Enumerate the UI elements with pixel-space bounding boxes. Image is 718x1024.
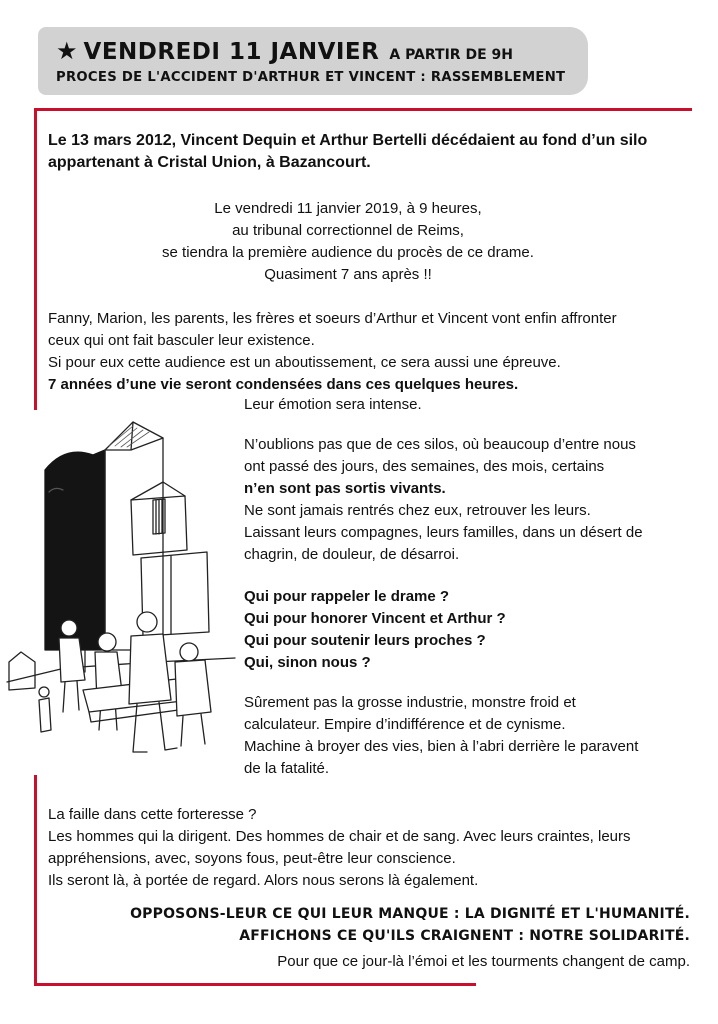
paragraph-line: calculateur. Empire d’indifférence et de cynisme. bbox=[244, 716, 566, 733]
star-icon: ★ bbox=[56, 38, 78, 65]
banner-subtitle: PROCES DE L'ACCIDENT D'ARTHUR ET VINCENT : RASSEMBLEMENT bbox=[56, 70, 566, 85]
emotion-line bbox=[244, 394, 422, 416]
paragraph-line: Ils seront là, à portée de regard. Alors nous serons là également. bbox=[48, 872, 479, 889]
announcement-line: Le vendredi 11 janvier 2019, à 9 heures, bbox=[214, 200, 482, 217]
paragraph-line: appréhensions, avec, soyons fous, peut-être leur conscience. bbox=[48, 850, 456, 867]
questions-list bbox=[244, 586, 506, 674]
industry-paragraph bbox=[244, 692, 638, 780]
announcement-block bbox=[48, 198, 648, 286]
bottom-red-bar bbox=[34, 775, 37, 985]
question-line: Qui, sinon nous ? bbox=[244, 654, 371, 671]
banner-title-line bbox=[56, 37, 513, 66]
silo-funeral-illustration bbox=[5, 400, 237, 765]
closing-line: Pour que ce jour-là l’émoi et les tourments changent de camp. bbox=[277, 953, 690, 970]
paragraph-line: Les hommes qui la dirigent. Des hommes de chair et de sang. Avec leurs craintes, leurs bbox=[48, 828, 631, 845]
paragraph-line: de la fatalité. bbox=[244, 760, 330, 777]
event-date: VENDREDI 11 JANVIER bbox=[83, 39, 380, 65]
paragraph-line: chagrin, de douleur, de désarroi. bbox=[244, 546, 460, 563]
intro-paragraph: Le 13 mars 2012, Vincent Dequin et Arthur Bertelli décédaient au fond d’un silo appartenant à Cristal Union, à Bazancourt. bbox=[48, 132, 648, 171]
bottom-red-rule bbox=[34, 983, 476, 986]
slogans bbox=[130, 903, 690, 947]
announcement-line: au tribunal correctionnel de Reims, bbox=[232, 222, 464, 239]
question-line: Qui pour honorer Vincent et Arthur ? bbox=[244, 610, 506, 627]
top-red-bar bbox=[34, 108, 37, 410]
paragraph-line: La faille dans cette forteresse ? bbox=[48, 806, 257, 823]
paragraph-line: Laissant leurs compagnes, leurs familles, dans un désert de bbox=[244, 524, 643, 541]
event-time: A PARTIR DE 9H bbox=[389, 47, 513, 63]
paragraph-line: Machine à broyer des vies, bien à l’abri derrière le paravent bbox=[244, 738, 639, 755]
paragraph-line: Sûrement pas la grosse industrie, monstre froid et bbox=[244, 694, 576, 711]
question-line: Qui pour rappeler le drame ? bbox=[244, 588, 450, 605]
family-paragraph bbox=[48, 308, 617, 396]
paragraph-line: Fanny, Marion, les parents, les frères et soeurs d’Arthur et Vincent vont enfin affronter bbox=[48, 310, 617, 327]
paragraph-line: ont passé des jours, des semaines, des mois, certains bbox=[244, 458, 605, 475]
announcement-line: Quasiment 7 ans après !! bbox=[264, 266, 432, 283]
ending-paragraph bbox=[48, 804, 631, 892]
paragraph-line: Leur émotion sera intense. bbox=[244, 396, 422, 413]
paragraph-line: N’oublions pas que de ces silos, où beaucoup d’entre nous bbox=[244, 436, 636, 453]
emphasis-line: n’en sont pas sortis vivants. bbox=[244, 480, 446, 497]
top-red-rule bbox=[34, 108, 692, 111]
slogan-line: OPPOSONS-LEUR CE QUI LEUR MANQUE : LA DIGNITÉ ET L'HUMANITÉ. bbox=[130, 906, 690, 922]
paragraph-line: ceux qui ont fait basculer leur existence. bbox=[48, 332, 315, 349]
announcement-line: se tiendra la première audience du procès de ce drame. bbox=[162, 244, 534, 261]
paragraph-line: Ne sont jamais rentrés chez eux, retrouver les leurs. bbox=[244, 502, 591, 519]
header-banner bbox=[38, 27, 588, 95]
silos-paragraph bbox=[244, 434, 643, 566]
slogan-line: AFFICHONS CE QU'ILS CRAIGNENT : NOTRE SOLIDARITÉ. bbox=[239, 928, 690, 944]
question-line: Qui pour soutenir leurs proches ? bbox=[244, 632, 486, 649]
paragraph-line: Si pour eux cette audience est un aboutissement, ce sera aussi une épreuve. bbox=[48, 354, 561, 371]
emphasis-line: 7 années d’une vie seront condensées dans ces quelques heures. bbox=[48, 376, 519, 393]
